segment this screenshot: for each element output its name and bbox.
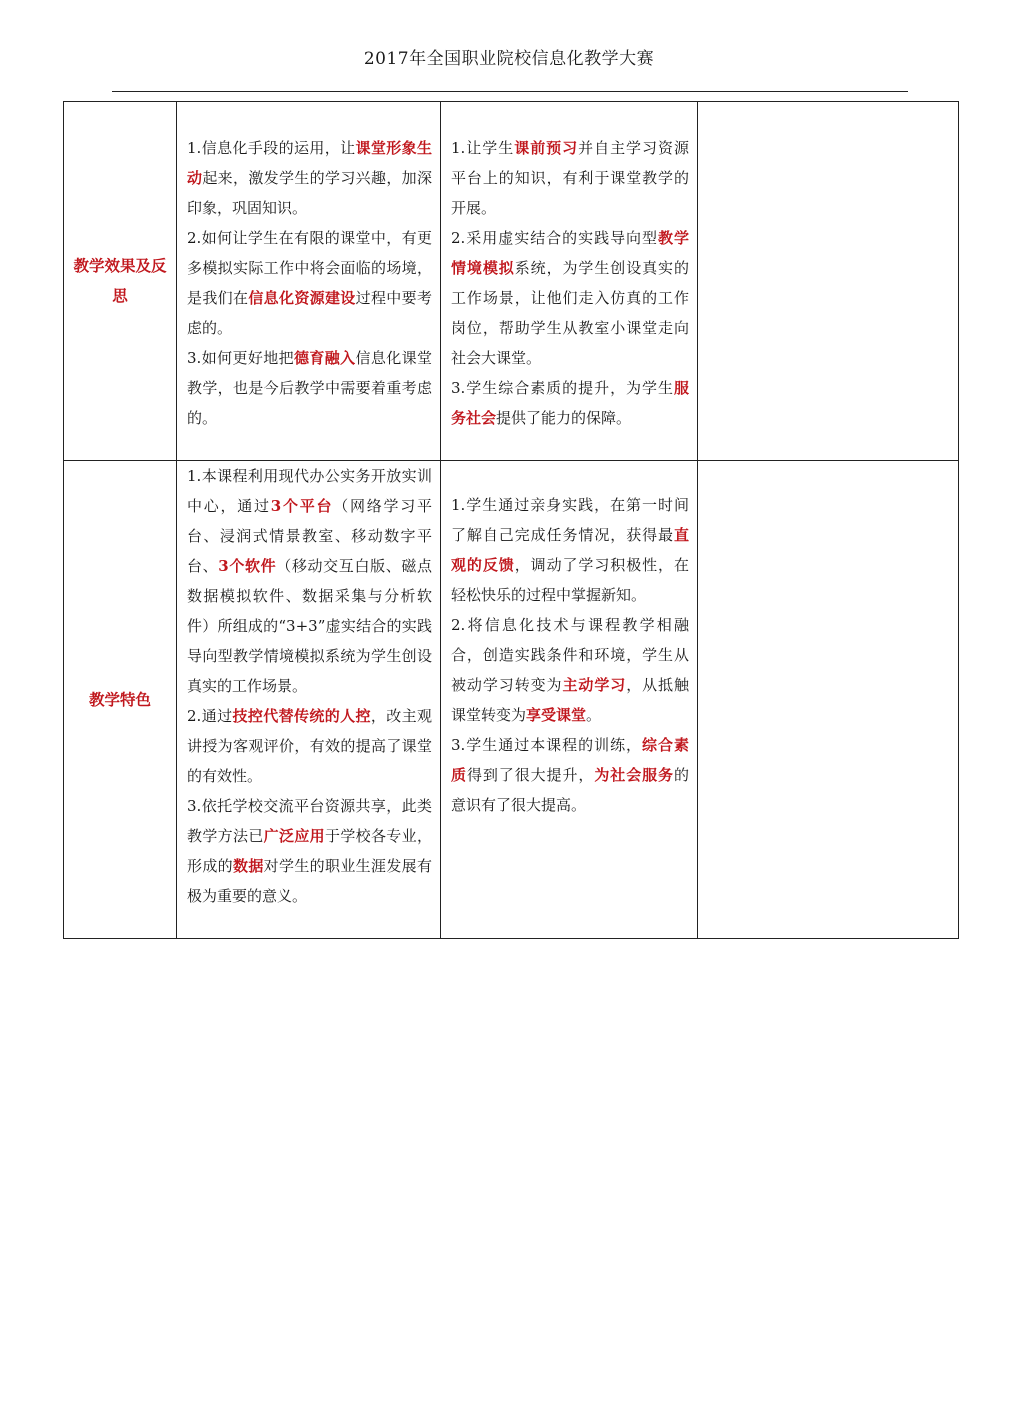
paragraph-text: 。 — [586, 706, 602, 724]
table-row-effects-reflection — [64, 102, 959, 461]
cell-paragraphs — [177, 461, 440, 911]
paragraph-text: 并自主学习资源平台上的知识，有利于课堂教学的开展。 — [451, 139, 689, 217]
paragraph-text: 2.采用虚实结合的实践导向型 — [451, 229, 658, 247]
highlighted-text: 德育融入 — [293, 349, 356, 367]
cell-paragraph — [187, 701, 432, 791]
content-cell — [177, 102, 441, 461]
cell-paragraph — [451, 373, 689, 433]
paragraph-text: 得到了很大提升， — [466, 766, 595, 784]
cell-paragraph — [187, 223, 432, 343]
highlighted-text: 综合素质 — [451, 736, 689, 784]
cell-paragraphs — [441, 461, 697, 820]
highlighted-text: 广泛应用 — [263, 827, 325, 845]
empty-cell — [698, 102, 959, 461]
row-label-cell — [64, 461, 177, 939]
cell-paragraph — [451, 223, 689, 373]
paragraph-text: 过程中要考虑的。 — [187, 289, 432, 337]
highlighted-text: 技控代替传统的人控 — [232, 707, 371, 725]
cell-paragraph — [187, 791, 432, 911]
paragraph-text: 1.本课程利用现代办公实务开放实训中心，通过 — [187, 467, 432, 515]
highlighted-text: 3个软件 — [218, 557, 277, 575]
paragraph-text: 2.将信息化技术与课程教学相融合，创造实践条件和环境，学生从被动学习转变为 — [451, 616, 689, 694]
table-row-teaching-features — [64, 461, 959, 939]
cell-paragraph — [451, 610, 689, 730]
highlighted-text: 主动学习 — [562, 676, 627, 694]
cell-paragraph — [451, 490, 689, 610]
cell-paragraph — [187, 461, 432, 701]
paragraph-text: （网络学习平台、浸润式情景教室、移动数字平台、 — [187, 497, 432, 575]
paragraph-text: 3.学生综合素质的提升，为学生 — [451, 379, 674, 397]
paragraph-text: 起来，激发学生的学习兴趣，加深印象，巩固知识。 — [187, 169, 432, 217]
document-header-title: 2017年全国职业院校信息化教学大赛 — [363, 49, 655, 69]
cell-paragraph — [187, 133, 432, 223]
paragraph-text: 2.如何让学生在有限的课堂中，有更多模拟实际工作中将会面临的场境，是我们在 — [187, 229, 432, 307]
cell-paragraph — [187, 343, 432, 433]
highlighted-text: 信息化资源建设 — [248, 289, 356, 307]
highlighted-text: 享受课堂 — [526, 706, 587, 724]
row-label-cell — [64, 102, 177, 461]
row-label: 教学效果及反思 — [73, 256, 167, 305]
cell-paragraph — [451, 730, 689, 820]
paragraph-text: ，调动了学习积极性，在轻松快乐的过程中掌握新知。 — [451, 556, 689, 604]
paragraph-text: 3.学生通过本课程的训练， — [451, 736, 643, 754]
paragraph-text: ，从抵触课堂转变为 — [451, 676, 689, 724]
paragraph-text: ，改主观讲授为客观评价，有效的提高了课堂的有效性。 — [187, 707, 432, 785]
highlighted-text: 数据 — [233, 857, 264, 875]
highlighted-text: 课堂形象生动 — [187, 139, 432, 187]
paragraph-text: 系统，为学生创设真实的工作场景，让他们走入仿真的工作岗位，帮助学生从教室小课堂走向社会大课堂。 — [451, 259, 689, 367]
highlighted-text: 3个平台 — [270, 497, 334, 515]
highlighted-text: 为社会服务 — [594, 766, 674, 784]
paragraph-text: 3.依托学校交流平台资源共享，此类教学方法已 — [187, 797, 432, 845]
highlighted-text: 课前预习 — [514, 139, 579, 157]
paragraph-text: 1.信息化手段的运用，让 — [187, 139, 356, 157]
paragraph-text: 的意识有了很大提高。 — [451, 766, 689, 814]
content-table — [63, 101, 959, 939]
header-rule — [112, 91, 908, 92]
content-cell — [441, 461, 698, 939]
highlighted-text: 服务社会 — [451, 379, 689, 427]
cell-paragraphs — [441, 102, 697, 433]
paragraph-text: 对学生的职业生涯发展有极为重要的意义。 — [187, 857, 432, 905]
empty-cell — [698, 461, 959, 939]
paragraph-text: 3.如何更好地把 — [187, 349, 294, 367]
cell-paragraphs — [698, 102, 958, 133]
paragraph-text: 信息化课堂教学，也是今后教学中需要着重考虑的。 — [187, 349, 432, 427]
paragraph-text: （移动交互白版、磁点数据模拟软件、数据采集与分析软件）所组成的“3+3”虚实结合的实践导向型教学情境模拟系统为学生创设真实的工作场景。 — [187, 557, 432, 695]
paragraph-text: 2.通过 — [187, 707, 233, 725]
cell-paragraph — [451, 133, 689, 223]
paragraph-text: 1.学生通过亲身实践，在第一时间了解自己完成任务情况，获得最 — [451, 496, 689, 544]
paragraph-text: 于学校各专业，形成的 — [187, 827, 432, 875]
highlighted-text: 教学情境模拟 — [451, 229, 689, 277]
highlighted-text: 直观的反馈 — [451, 526, 689, 574]
content-cell — [441, 102, 698, 461]
paragraph-text: 1.让学生 — [451, 139, 515, 157]
row-label: 教学特色 — [88, 689, 151, 709]
paragraph-text: 提供了能力的保障。 — [496, 409, 632, 427]
cell-paragraphs — [177, 102, 440, 433]
content-cell — [177, 461, 441, 939]
